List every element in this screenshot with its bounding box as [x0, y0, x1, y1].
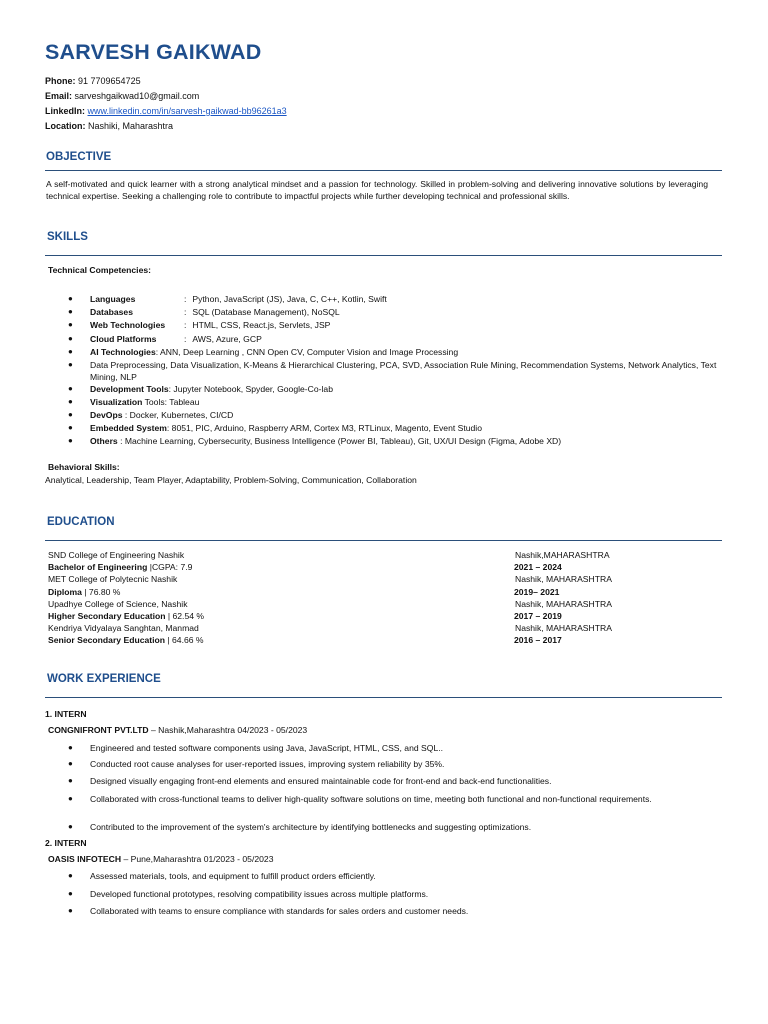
phone-label: Phone:: [45, 76, 76, 86]
skill-key: Languages: [90, 294, 136, 304]
education-years: 2019– 2021: [514, 586, 560, 597]
bullet-icon: ●: [68, 384, 73, 393]
education-title: Kendriya Vidyalaya Sanghtan, Manmad: [48, 623, 199, 634]
education-score: | 64.66 %: [165, 635, 204, 646]
candidate-name: SARVESH GAIKWAD: [45, 40, 262, 64]
bullet-icon: ●: [68, 776, 73, 785]
education-score: |CGPA: 7.9: [147, 562, 193, 573]
job-bullet-text: Collaborated with cross-functional teams to deliver high-quality software solutions on time, meeting both functional and non-functional requirements.: [90, 794, 652, 804]
job-company-line: [48, 725, 307, 735]
skill-key: Databases: [90, 307, 133, 317]
linkedin-line: [45, 106, 287, 116]
skill-key: AI Technologies: [90, 347, 156, 357]
job-bullet-text: Engineered and tested software components using Java, JavaScript, HTML, CSS, and SQL..: [90, 743, 444, 753]
education-left-cell: [48, 562, 192, 572]
education-score: | 76.80 %: [81, 586, 121, 597]
behavioral-skills-text: Analytical, Leadership, Team Player, Adaptability, Problem-Solving, Communication, Collaboration: [45, 475, 417, 485]
education-heading: EDUCATION: [47, 516, 115, 528]
email-line: [45, 91, 199, 101]
education-location: Nashik, MAHARASHTRA: [515, 598, 612, 609]
education-years: 2017 – 2019: [514, 611, 562, 621]
job-location-dates: – Nashik,Maharashtra 04/2023 - 05/2023: [148, 725, 308, 735]
education-left-cell: [48, 635, 204, 645]
bullet-icon: ●: [68, 294, 73, 303]
education-left-cell: [48, 587, 120, 597]
skill-text: [90, 306, 720, 318]
behavioral-skills-heading: Behavioral Skills:: [48, 462, 120, 472]
skill-separator: :: [184, 320, 187, 330]
job-company-line: [48, 854, 273, 864]
education-left-cell: [48, 611, 204, 621]
bullet-icon: ●: [68, 794, 73, 803]
skill-key: Cloud Platforms: [90, 334, 157, 344]
skill-key: Development Tools: [90, 384, 169, 394]
skill-text: [90, 435, 720, 447]
phone-line: [45, 76, 141, 86]
skill-text: [90, 293, 720, 305]
location-label: Location:: [45, 121, 86, 131]
education-location: Nashik, MAHARASHTRA: [515, 574, 612, 585]
skill-value: SQL (Database Management), NoSQL: [192, 307, 340, 317]
bullet-icon: ●: [68, 436, 73, 445]
skill-value: Machine Learning, Cybersecurity, Business Intelligence (Power BI, Tableau), Git, UX/UI Design (Figma, Adobe XD): [122, 436, 562, 446]
skill-separator: :: [155, 347, 159, 357]
skill-value: Python, JavaScript (JS), Java, C, C++, Kotlin, Swift: [192, 294, 387, 304]
skill-text: [90, 396, 720, 408]
objective-text: A self-motivated and quick learner with a strong analytical mindset and a passion for technology. Skilled in problem-solving and delivering innovative solutions by leveraging technical expertise. Seeking a challenging role to contribute to impactful projects while further developing technical and professional skills.: [46, 179, 708, 201]
education-title: Upadhye College of Science, Nashik: [48, 598, 188, 609]
skill-text: [90, 319, 720, 331]
skill-text: [90, 346, 720, 358]
skill-separator: :: [166, 423, 170, 433]
bullet-icon: ●: [68, 759, 73, 768]
education-title: MET College of Polytecnic Nashik: [48, 574, 178, 585]
education-title: SND College of Engineering Nashik: [48, 550, 185, 560]
experience-divider: [45, 697, 722, 698]
education-left-cell: [48, 623, 199, 633]
skill-text: [90, 422, 720, 434]
job-role: 2. INTERN: [45, 838, 87, 848]
bullet-icon: ●: [68, 423, 73, 432]
linkedin-link[interactable]: www.linkedin.com/in/sarvesh-gaikwad-bb96261a3: [87, 106, 287, 116]
skill-value: Data Preprocessing, Data Visualization, K-Means & Hierarchical Clustering, PCA, SVD, Association Rule Mining, Recommendation Systems, Network Analytics, Text Mining, NLP: [90, 360, 717, 382]
location-line: [45, 121, 173, 131]
linkedin-label: LinkedIn:: [45, 106, 85, 116]
skills-heading: SKILLS: [47, 231, 88, 243]
job-company: CONGNIFRONT PVT.LTD: [48, 725, 149, 735]
education-left-cell: [48, 550, 184, 560]
skill-key: Others: [90, 436, 118, 446]
job-role: 1. INTERN: [45, 709, 87, 719]
bullet-icon: ●: [68, 397, 73, 406]
bullet-icon: ●: [68, 320, 73, 329]
email-label: Email:: [45, 91, 73, 101]
job-bullet-text: Designed visually engaging front-end elements and ensured maintainable code for front-end and back-end functionalities.: [90, 776, 552, 786]
education-title: Senior Secondary Education: [48, 635, 165, 646]
education-title: Diploma: [48, 586, 82, 597]
education-location: Nashik,MAHARASHTRA: [515, 550, 610, 560]
skill-text: [90, 359, 720, 383]
skill-separator: :: [122, 410, 128, 420]
bullet-icon: ●: [68, 889, 73, 898]
skill-key: Visualization: [90, 397, 143, 407]
skills-divider: [45, 255, 722, 256]
skill-key: DevOps: [90, 410, 123, 420]
skill-separator: :: [168, 384, 172, 394]
objective-divider: [45, 170, 722, 171]
technical-competencies-heading: Technical Competencies:: [48, 265, 151, 275]
bullet-icon: ●: [68, 906, 73, 915]
skill-separator: :: [184, 334, 187, 344]
bullet-icon: ●: [68, 347, 73, 356]
objective-heading: OBJECTIVE: [46, 151, 112, 163]
education-years: 2021 – 2024: [514, 562, 562, 573]
skill-separator: :: [184, 294, 187, 304]
job-bullet-text: Contributed to the improvement of the system's architecture by identifying bottlenecks and suggesting optimizations.: [90, 822, 532, 832]
skill-separator: :: [117, 436, 123, 446]
education-divider: [45, 540, 722, 541]
bullet-icon: ●: [68, 410, 73, 419]
skill-key: Embedded System: [90, 423, 167, 433]
education-location: Nashik, MAHARASHTRA: [515, 623, 612, 634]
skill-value: Tools: Tableau: [142, 397, 200, 407]
job-bullet-text: Developed functional prototypes, resolving compatibility issues across multiple platforms.: [90, 889, 429, 899]
job-company: OASIS INFOTECH: [48, 854, 122, 864]
skill-value: ANN, Deep Learning , CNN Open CV, Computer Vision and Image Processing: [158, 347, 459, 357]
phone-value: 91 7709654725: [78, 76, 141, 86]
skill-separator: :: [184, 307, 187, 317]
bullet-icon: ●: [68, 307, 73, 316]
experience-heading: WORK EXPERIENCE: [47, 673, 161, 685]
bullet-icon: ●: [68, 360, 73, 369]
skill-key: Web Technologies: [90, 320, 166, 330]
skill-text: [90, 409, 720, 421]
education-score: | 62.54 %: [165, 611, 205, 621]
education-title: Bachelor of Engineering: [48, 562, 148, 573]
skill-value: HTML, CSS, React.js, Servlets, JSP: [192, 320, 331, 330]
education-left-cell: [48, 574, 177, 584]
job-bullet-text: Collaborated with teams to ensure compliance with standards for sales orders and customer needs.: [90, 906, 469, 916]
education-title: Higher Secondary Education: [48, 611, 166, 621]
bullet-icon: ●: [68, 822, 73, 831]
skill-text: [90, 333, 720, 345]
skill-value: Docker, Kubernetes, CI/CD: [127, 410, 234, 420]
education-years: 2016 – 2017: [514, 635, 562, 646]
bullet-icon: ●: [68, 743, 73, 752]
bullet-icon: ●: [68, 871, 73, 880]
location-value: Nashiki, Maharashtra: [88, 121, 174, 131]
skill-text: [90, 383, 720, 395]
skill-value: AWS, Azure, GCP: [192, 334, 262, 344]
email-value: sarveshgaikwad10@gmail.com: [74, 91, 200, 101]
skill-value: Jupyter Notebook, Spyder, Google-Co-lab: [171, 384, 333, 394]
job-location-dates: – Pune,Maharashtra 01/2023 - 05/2023: [121, 854, 274, 864]
job-bullet-text: Conducted root cause analyses for user-reported issues, improving system reliability by 35%.: [90, 759, 445, 769]
skill-value: 8051, PIC, Arduino, Raspberry ARM, Cortex M3, RTLinux, Magento, Event Studio: [169, 423, 482, 433]
education-left-cell: [48, 599, 188, 609]
job-bullet-text: Assessed materials, tools, and equipment to fulfill product orders efficiently.: [90, 871, 376, 881]
bullet-icon: ●: [68, 334, 73, 343]
